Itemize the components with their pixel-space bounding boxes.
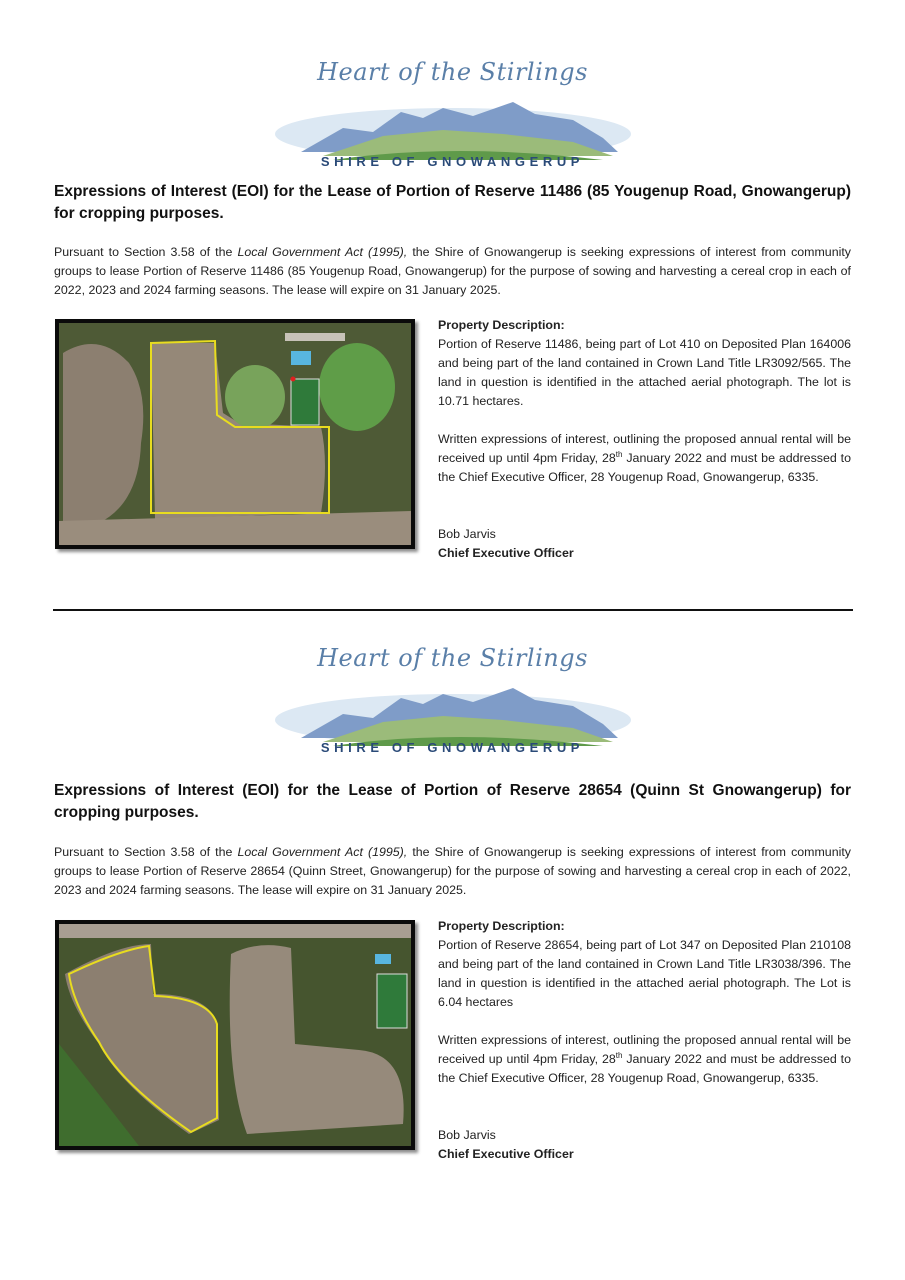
submission-text-end: January 2022 and must be addressed to the Chief Executive Officer, 28 Yougenup Road, Gnowangerup, 6335. xyxy=(438,451,851,484)
property-description: Portion of Reserve 28654, being part of Lot 347 on Deposited Plan 210108 and being part of the land contained in Crown Land Title LR3038/396. The land in question is identified in the attached aerial photograph. The Lot is 6.04 hectares xyxy=(438,938,851,1009)
shire-logo xyxy=(273,58,633,170)
intro-act-name: Local Government Act (1995), xyxy=(237,845,408,859)
logo-org-name: SHIRE OF GNOWANGERUP xyxy=(320,740,585,755)
notice-details xyxy=(438,316,851,563)
mountain-range-illustration xyxy=(273,72,633,164)
notice-details xyxy=(438,917,851,1164)
section-divider xyxy=(53,609,853,611)
date-ordinal-suffix: th xyxy=(615,1050,623,1060)
date-ordinal-suffix: th xyxy=(615,449,623,459)
submission-instructions xyxy=(438,430,851,487)
intro-text-end: the Shire of Gnowangerup is seeking expressions of interest from community groups to lease Portion of Reserve 11486 (85 Yougenup Road, Gnowangerup) for the purpose of sowing and harvesting a cereal crop in each of 2022, 2023 and 2024 farming seasons. The lease will expire on 31 January 2025. xyxy=(54,245,851,297)
property-heading: Property Description: xyxy=(438,318,565,332)
logo-script-text: Heart of the Stirlings xyxy=(317,644,588,672)
notice-title: Expressions of Interest (EOI) for the Lease of Portion of Reserve 11486 (85 Yougenup Road, Gnowangerup) for cropping purposes. xyxy=(54,183,851,222)
submission-text-start: Written expressions of interest, outlining the proposed annual rental will be received up until 4pm Friday, 28 xyxy=(438,1033,851,1066)
property-heading: Property Description: xyxy=(438,919,565,933)
intro-text-start: Pursuant to Section 3.58 of the xyxy=(54,245,238,259)
submission-text-end: January 2022 and must be addressed to the Chief Executive Officer, 28 Yougenup Road, Gnowangerup, 6335. xyxy=(438,1052,851,1085)
aerial-photograph xyxy=(55,319,415,549)
logo-org-name: SHIRE OF GNOWANGERUP xyxy=(320,154,585,169)
intro-text-end: the Shire of Gnowangerup is seeking expressions of interest from community groups to lease Portion of Reserve 28654 (Quinn Street, Gnowangerup) for the purpose of sowing and harvesting a cereal crop in each of 2022, 2023 and 2024 farming seasons. The lease will expire on 31 January 2025. xyxy=(54,845,851,897)
aerial-photograph xyxy=(55,920,415,1150)
signatory-title: Chief Executive Officer xyxy=(438,1147,574,1161)
notice-title: Expressions of Interest (EOI) for the Lease of Portion of Reserve 28654 (Quinn St Gnowangerup) for cropping purposes. xyxy=(54,782,851,821)
notice-intro xyxy=(54,243,851,300)
signatory-title: Chief Executive Officer xyxy=(438,546,574,560)
property-description: Portion of Reserve 11486, being part of Lot 410 on Deposited Plan 164006 and being part of the land contained in Crown Land Title LR3092/565. The land in question is identified in the attached aerial photograph. The lot is 10.71 hectares. xyxy=(438,337,851,408)
logo-script-text: Heart of the Stirlings xyxy=(317,58,588,86)
intro-act-name: Local Government Act (1995), xyxy=(237,245,408,259)
mountain-range-illustration xyxy=(273,658,633,750)
shire-logo xyxy=(273,644,633,756)
submission-instructions xyxy=(438,1031,851,1088)
submission-text-start: Written expressions of interest, outlining the proposed annual rental will be received up until 4pm Friday, 28 xyxy=(438,432,851,465)
signatory-name: Bob Jarvis xyxy=(438,527,496,541)
intro-text-start: Pursuant to Section 3.58 of the xyxy=(54,845,238,859)
notice-intro xyxy=(54,843,851,900)
signatory-name: Bob Jarvis xyxy=(438,1128,496,1142)
